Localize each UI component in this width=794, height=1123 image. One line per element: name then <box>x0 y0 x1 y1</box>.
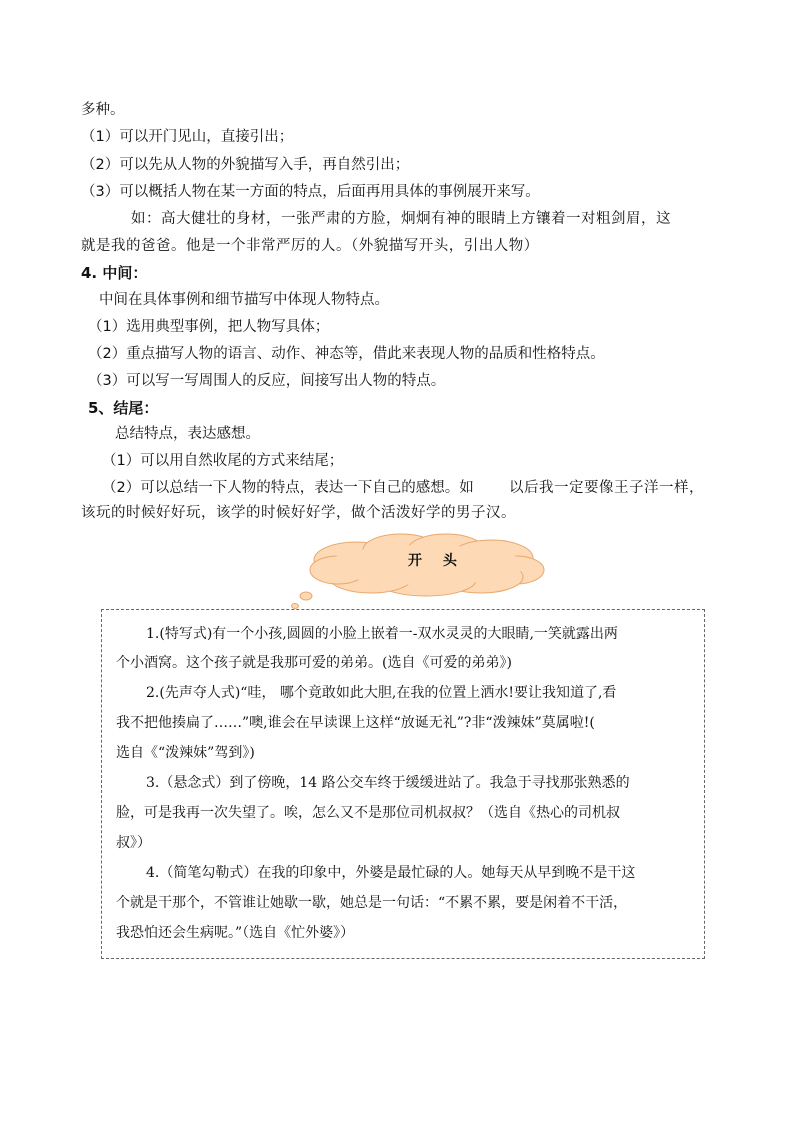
cloud-icon <box>286 532 566 612</box>
example-line: 脸，可是我再一次失望了。唉，怎么又不是那位司机叔叔？（选自《热心的司机叔 <box>116 805 620 821</box>
text-line: （1）可以用自然收尾的方式来结尾； <box>102 453 344 469</box>
example-line: 个就是干那个，不管谁让她歇一歇，她总是一句话：“不累不累，要是闲着不干活， <box>116 895 628 911</box>
example-line: 就是我的爸爸。他是一个非常严厉的人。（外貌描写开头，引出人物） <box>81 238 539 254</box>
examples-box <box>101 609 705 959</box>
text-line: （1）选用典型事例，把人物写具体； <box>88 319 330 335</box>
thought-cloud <box>286 532 566 616</box>
cloud-label: 开 头 <box>408 553 465 569</box>
text-line: 总结特点，表达感想。 <box>115 426 260 442</box>
text-line: （2）可以总结一下人物的特点，表达一下自己的感想。如 <box>102 480 474 496</box>
example-line: 我恐怕还会生病呢。”（选自《忙外婆》） <box>116 925 355 941</box>
example-line: 如：高大健壮的身材，一张严肃的方脸，炯炯有神的眼睛上方镶着一对粗剑眉，这 <box>131 211 671 227</box>
text-line: （1）可以开门见山，直接引出； <box>81 129 294 145</box>
text-line: （3）可以概括人物在某一方面的特点，后面再用具体的事例展开来写。 <box>81 184 540 200</box>
example-line: 2.(先声夺人式)“哇， 哪个竟敢如此大胆,在我的位置上洒水!要让我知道了,看 <box>146 685 617 701</box>
example-line: 个小酒窝。这个孩子就是我那可爱的弟弟。(选自《可爱的弟弟》) <box>116 655 512 671</box>
example-line: 选自《“泼辣妹”驾到》) <box>116 745 255 761</box>
example-line: 3.（悬念式）到了傍晚，14 路公交车终于缓缓进站了。我急于寻找那张熟悉的 <box>146 775 630 791</box>
example-line: 我不把他揍扁了……”噢,谁会在早读课上这样“放诞无礼”?非“泼辣妹”莫属啦!( <box>116 715 595 731</box>
example-line: 1.(特写式)有一个小孩,圆圆的小脸上嵌着一-双水灵灵的大眼睛,一笑就露出两 <box>146 626 618 642</box>
section-heading-middle: 4. 中间： <box>81 264 148 282</box>
example-line: 4.（简笔勾勒式）在我的印象中，外婆是最忙碌的人。她每天从早到晚不是干这 <box>146 865 636 881</box>
example-line: 以后我一定要像王子洋一样， <box>509 480 704 496</box>
example-line: 该玩的时候好好玩，该学的时候好好学，做个活泼好学的男子汉。 <box>81 505 516 521</box>
text-line: （2）可以先从人物的外貌描写入手，再自然引出； <box>81 157 410 173</box>
text-line: 中间在具体事例和细节描写中体现人物特点。 <box>99 292 389 308</box>
text-line: （3）可以写一写周围人的反应，间接写出人物的特点。 <box>88 373 446 389</box>
example-line: 叔》） <box>116 835 151 851</box>
text-line: 多种。 <box>81 102 125 118</box>
section-heading-ending: 5、结尾： <box>88 399 159 417</box>
text-line: （2）重点描写人物的语言、动作、神态等，借此来表现人物的品质和性格特点。 <box>88 346 605 362</box>
